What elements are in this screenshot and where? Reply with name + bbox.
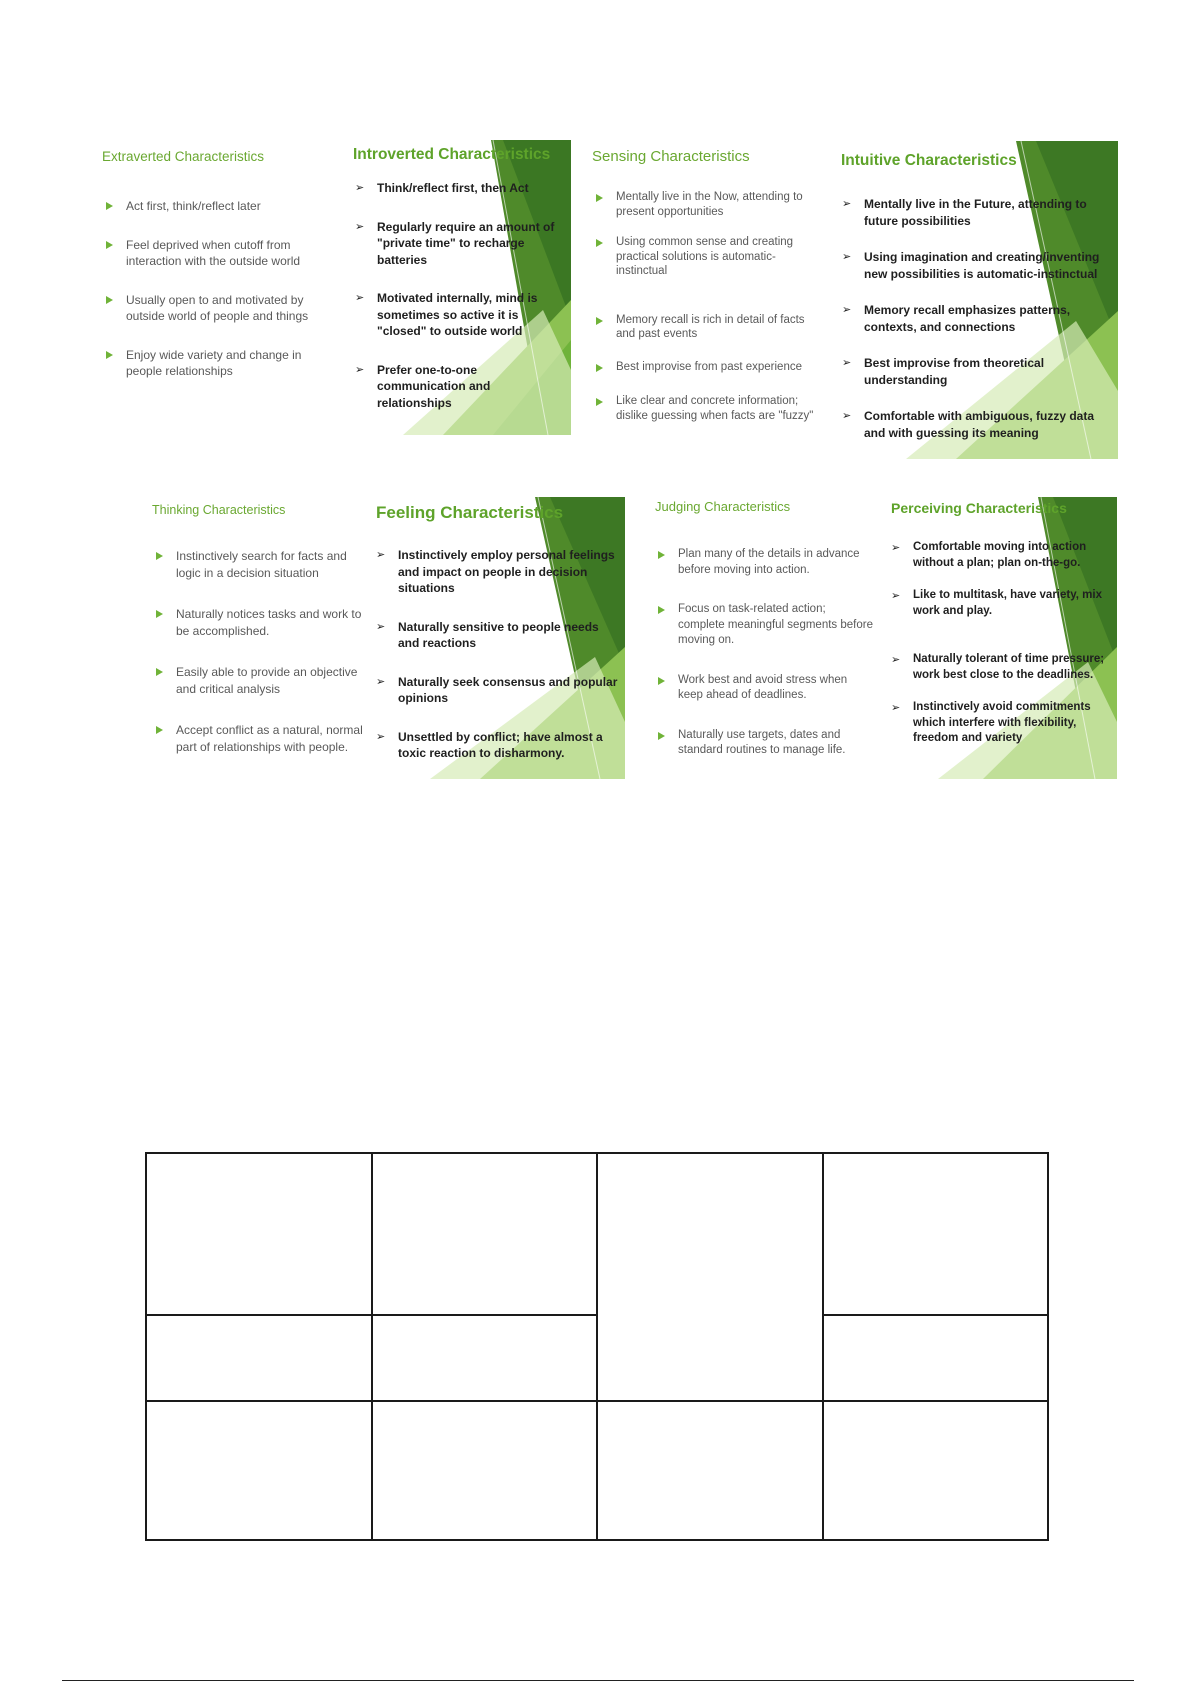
list-item: ➢ Prefer one-to-one communication and relationships [355,362,491,410]
triangle-bullet-icon [596,364,603,372]
arrow-bullet-icon: ➢ [355,363,365,376]
panel-extraverted [96,140,331,440]
list-item: ➢ Comfortable moving into action without a plan; plan on-the-go. [891,541,1087,569]
item-list [376,547,621,762]
panel-title: Thinking Characteristics [152,503,286,517]
item-list [656,547,874,759]
triangle-bullet-icon [658,677,665,685]
panel-title: Extraverted Characteristics [102,149,265,164]
footer-divider [62,1680,1134,1681]
list-item: ➢ Naturally tolerant of time pressure; work best close to the deadlines. [891,653,1105,681]
table-cell [372,1153,598,1315]
table-cell [597,1153,823,1401]
arrow-bullet-icon: ➢ [376,549,386,561]
arrow-bullet-icon: ➢ [891,702,901,714]
arrow-bullet-icon: ➢ [376,675,386,688]
table-cell [146,1153,372,1315]
table-cell [823,1153,1049,1315]
list-item: Usually open to and motivated by outside world of people and things [104,292,326,325]
table-cell [372,1315,598,1401]
panel-title: Introverted Characteristics [353,146,551,163]
panel-intuitive [836,141,1118,459]
triangle-bullet-icon [156,726,163,734]
triangle-bullet-icon [106,241,113,249]
table-cell [146,1401,372,1540]
list-item: ➢ Naturally seek consensus and popular opinions [376,674,618,705]
panel-title: Intuitive Characteristics [841,152,1017,169]
triangle-bullet-icon [596,398,603,406]
arrow-bullet-icon: ➢ [842,304,852,316]
list-item: Instinctively search for facts and logic in a decision situation [154,548,366,581]
panel-title: Feeling Characteristics [376,503,564,522]
list-item: ➢ Instinctively avoid commitments which interfere with flexibility, freedom and variety [891,701,1091,744]
panel-feeling [370,497,625,779]
panel-thinking [146,498,368,778]
panel-sensing [586,140,826,450]
list-item: Naturally use targets, dates and standard routines to manage life. [656,728,874,759]
list-item: Work best and avoid stress when keep ahead of deadlines. [656,673,874,704]
panel-introverted [343,140,571,435]
item-list [594,190,822,423]
table-cell [597,1401,823,1540]
list-item: ➢ Naturally sensitive to people needs and reactions [376,619,599,650]
list-item: Using common sense and creating practical solutions is automatic-instinctual [594,235,822,279]
item-list [891,540,1115,747]
triangle-bullet-icon [106,296,113,304]
arrow-bullet-icon: ➢ [842,251,852,263]
arrow-bullet-icon: ➢ [355,182,365,194]
triangle-bullet-icon [658,732,665,740]
list-item: ➢ Regularly require an amount of "private time" to recharge batteries [355,219,555,267]
arrow-bullet-icon: ➢ [891,654,901,666]
list-item: Mentally live in the Now, attending to present opportunities [594,190,822,219]
list-item: Enjoy wide variety and change in people relationships [104,347,326,380]
arrow-bullet-icon: ➢ [376,730,386,743]
list-item: Naturally notices tasks and work to be accomplished. [154,606,366,639]
empty-grid-table [145,1152,1049,1541]
list-item: ➢ Unsettled by conflict; have almost a toxic reaction to disharmony. [376,729,603,760]
table-cell [372,1401,598,1540]
list-item: ➢ Instinctively employ personal feelings and impact on people in decision situations [376,548,615,595]
panel-title: Perceiving Characteristics [891,500,1067,516]
panel-title: Sensing Characteristics [592,148,750,165]
list-item: Best improvise from past experience [594,360,822,375]
list-item: Memory recall is rich in detail of facts and past events [594,313,822,342]
table-cell [823,1401,1049,1540]
triangle-bullet-icon [596,317,603,325]
arrow-bullet-icon: ➢ [376,620,386,633]
list-item: ➢ Mentally live in the Future, attending to future possibilities [842,197,1087,228]
list-item: Like clear and concrete information; dislike guessing when facts are "fuzzy" [594,394,822,423]
arrow-bullet-icon: ➢ [355,220,365,233]
triangle-bullet-icon [156,668,163,676]
table-cell [146,1315,372,1401]
arrow-bullet-icon: ➢ [355,292,365,304]
triangle-bullet-icon [596,239,603,247]
item-list [154,548,366,755]
list-item: Plan many of the details in advance before moving into action. [656,547,874,578]
list-item: Easily able to provide an objective and critical analysis [154,664,366,697]
arrow-bullet-icon: ➢ [842,410,852,422]
list-item: ➢ Like to multitask, have variety, mix work and play. [891,589,1102,617]
list-item: ➢ Best improvise from theoretical understanding [842,356,1045,387]
panel-judging [650,497,875,779]
list-item: ➢ Motivated internally, mind is sometimes so active it is "closed" to outside world [355,291,538,338]
triangle-bullet-icon [658,551,665,559]
panel-title: Judging Characteristics [655,499,791,514]
list-item: Act first, think/reflect later [104,198,326,215]
panel-perceiving [883,497,1117,779]
item-list [104,198,326,380]
triangle-bullet-icon [106,351,113,359]
triangle-bullet-icon [596,194,603,202]
arrow-bullet-icon: ➢ [891,590,901,602]
triangle-bullet-icon [106,202,113,210]
triangle-bullet-icon [156,610,163,618]
list-item: ➢ Memory recall emphasizes patterns, contexts, and connections [842,303,1071,334]
triangle-bullet-icon [658,606,665,614]
arrow-bullet-icon: ➢ [842,357,852,369]
list-item: ➢ Using imagination and creating/inventing new possibilities is automatic-instinctual [842,250,1100,281]
list-item: Feel deprived when cutoff from interaction with the outside world [104,237,326,270]
list-item: Focus on task-related action; complete meaningful segments before moving on. [656,602,874,649]
arrow-bullet-icon: ➢ [891,542,901,554]
list-item: ➢ Comfortable with ambiguous, fuzzy data and with guessing its meaning [842,409,1095,440]
item-list [355,180,563,411]
table-cell [823,1315,1049,1401]
triangle-bullet-icon [156,552,163,560]
list-item: ➢ Think/reflect first, then Act [355,181,529,195]
arrow-bullet-icon: ➢ [842,198,852,210]
list-item: Accept conflict as a natural, normal part of relationships with people. [154,722,366,755]
item-list [842,196,1114,441]
